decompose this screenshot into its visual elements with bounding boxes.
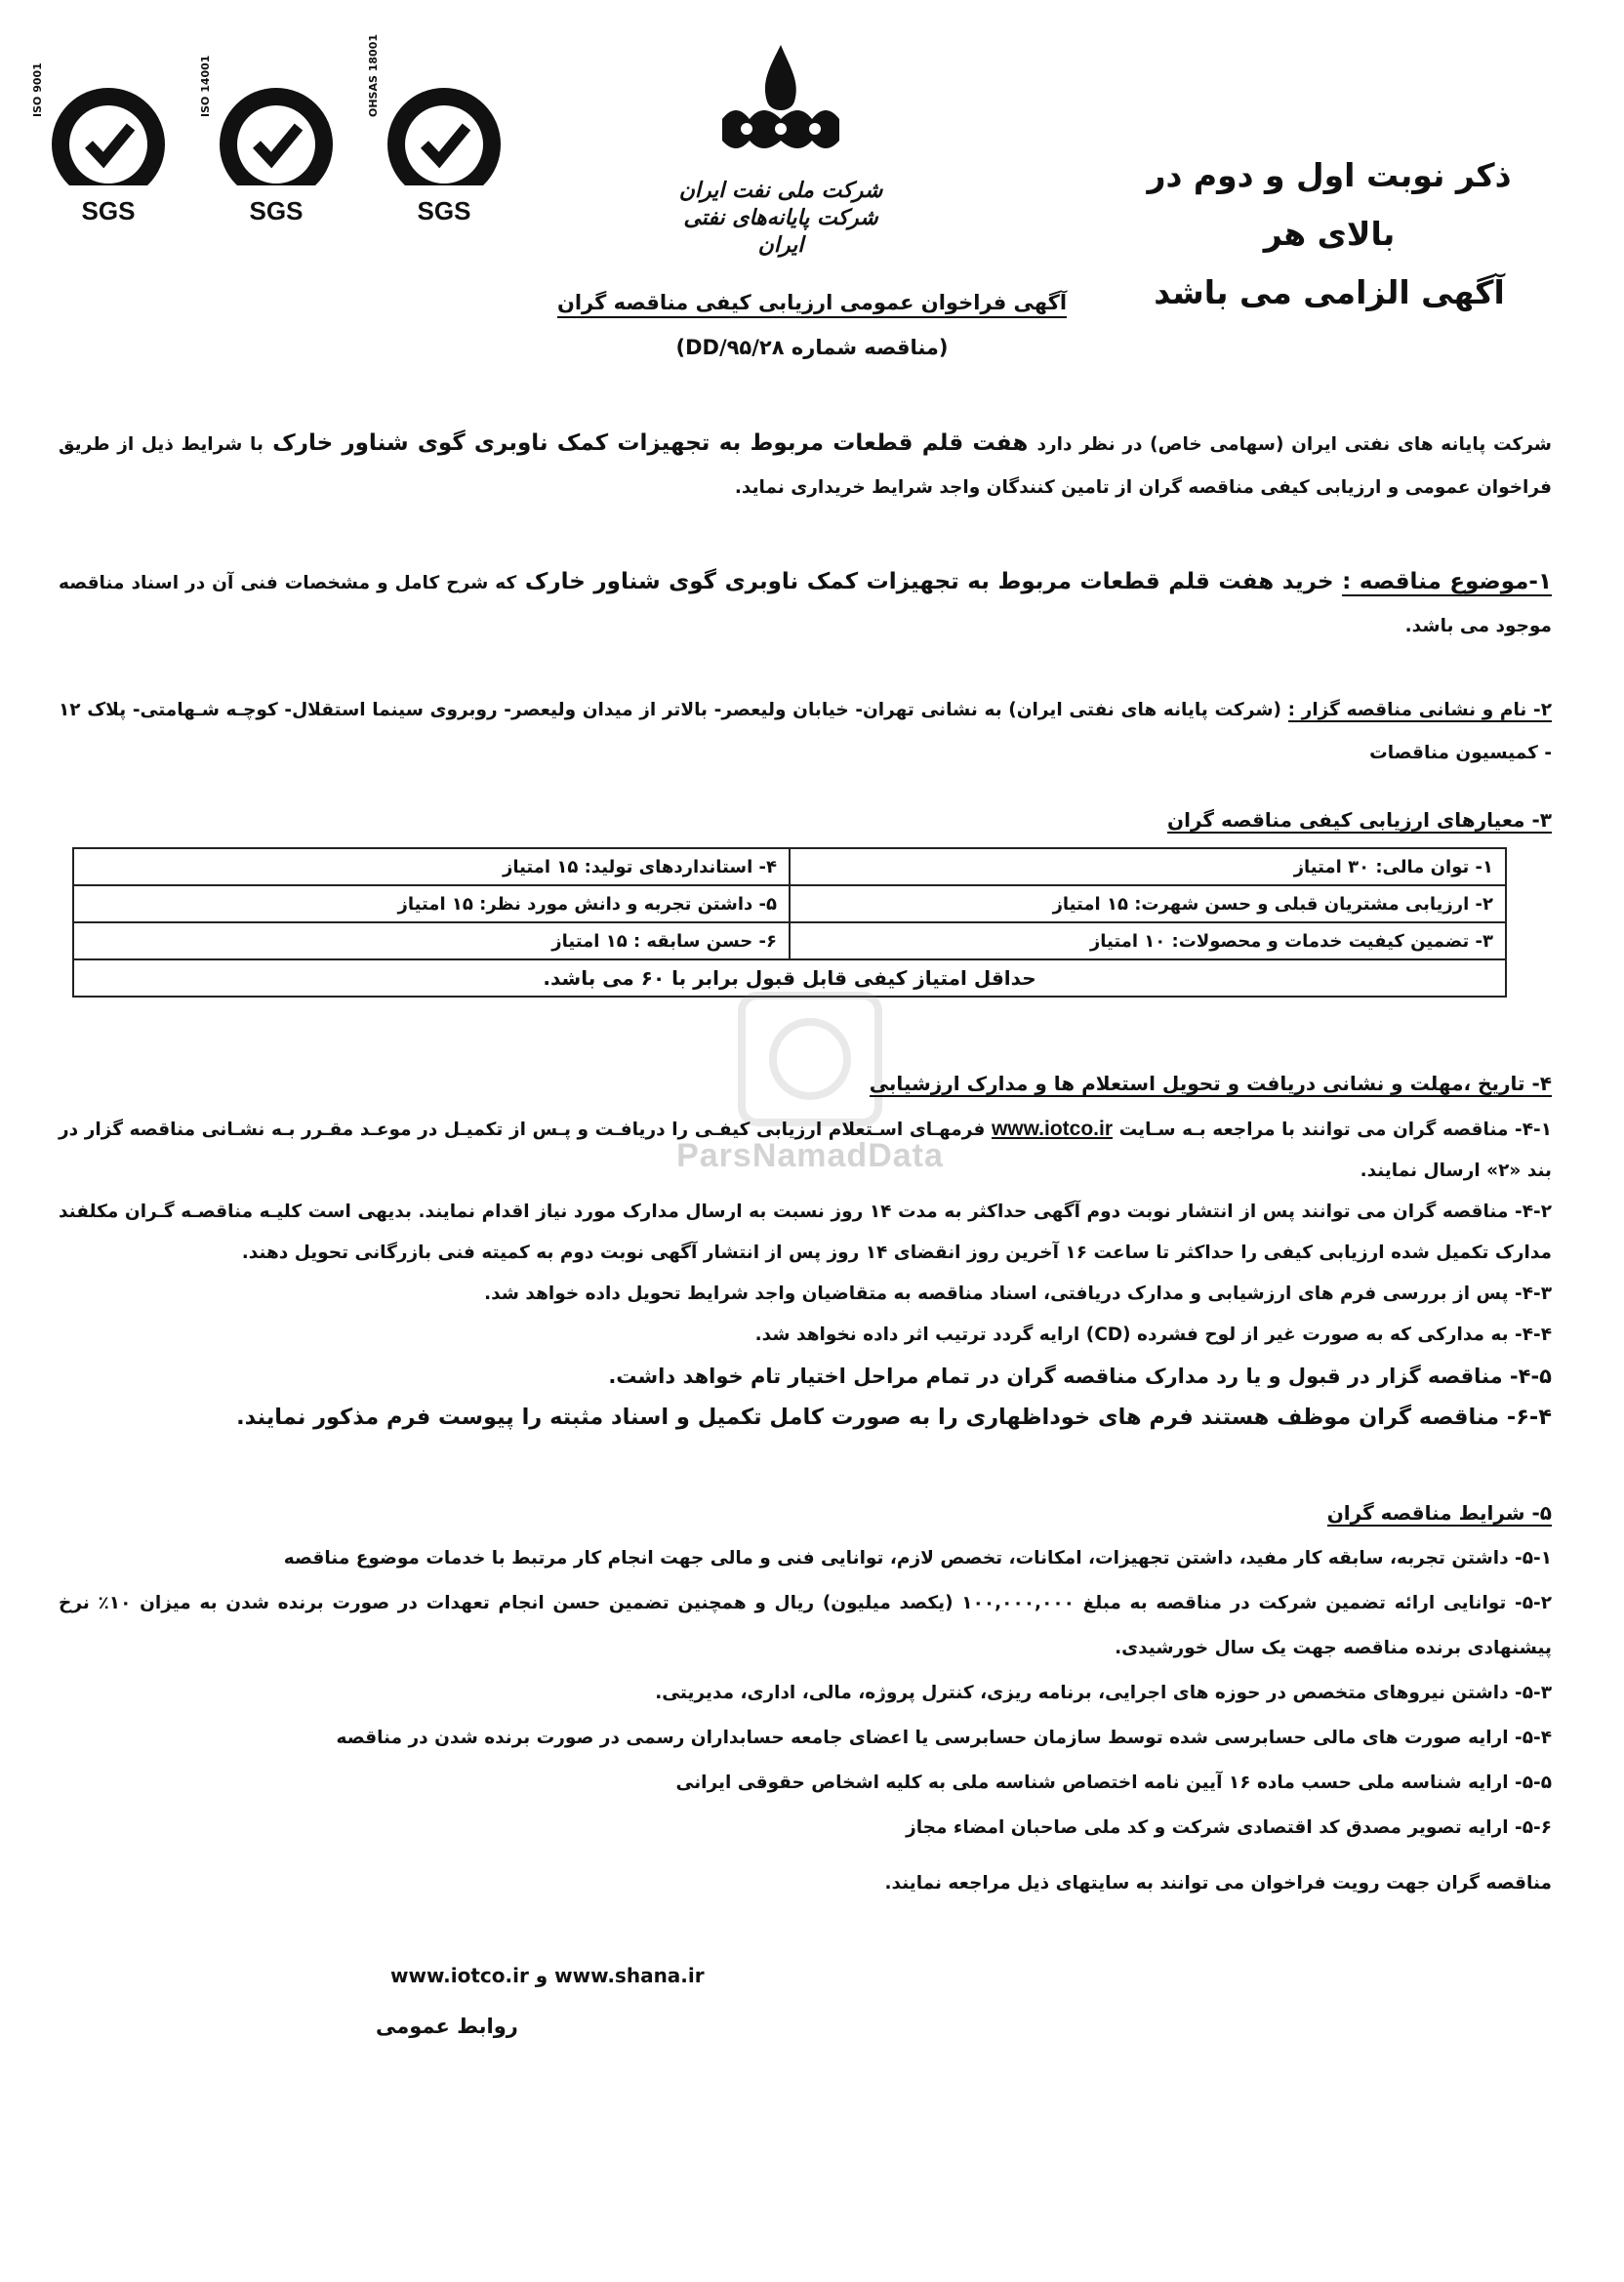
- cert-caption: SGS: [249, 196, 304, 225]
- cert-standard: OHSAS 18001: [367, 33, 380, 117]
- certification-badges: [31, 33, 517, 225]
- notice-line-1: ذکر نوبت اول و دوم در بالای هر: [1147, 156, 1512, 253]
- section-2-label: ۲- نام و نشانی مناقصه گزار :: [1287, 700, 1552, 720]
- signature: روابط عمومی: [376, 2015, 518, 2038]
- document-title: آگهی فراخوان عمومی ارزیابی کیفی مناقصه گران: [0, 291, 1624, 314]
- cert-caption: SGS: [417, 196, 471, 225]
- logo-line-2: شرکت پایانه‌های نفتی ایران: [683, 205, 878, 258]
- watermark: ParsNamadData: [625, 986, 995, 1220]
- list-item: ۵-۶- ارایه تصویر مصدق کد اقتصادی شرکت و کد ملی صاحبان امضاء مجاز: [906, 1817, 1552, 1838]
- cert-standard: ISO 9001: [31, 62, 44, 117]
- intro-subject: هفت قلم قطعات مربوط به تجهیزات کمک ناوبری گوی شناور خارک: [263, 430, 1037, 456]
- cert-standard: ISO 14001: [199, 55, 212, 117]
- cert-caption: SGS: [81, 196, 136, 225]
- list-item: ۵-۴- ارایه صورت های مالی حسابرسی شده توسط سازمان حسابرسی یا اعضای جامعه حسابداران رسمی در صورت برنده شدن در مناقصه: [336, 1728, 1552, 1748]
- section-5-heading: ۵- شرایط مناقصه گران: [1326, 1501, 1552, 1525]
- table-row: [73, 922, 1506, 959]
- section-4-item-1: ۴-۱- مناقصه گران می توانند با مراجعه بـه سـایت www.iotco.ir فرمهـای اسـتعلام ارزیابی کیفـی را دریافـت و پـس از تکمیـل در موعـد مقـرر بـه نشـانی مناقصه گزار در بند «۲» ارسال نمایند.: [59, 1118, 1552, 1181]
- section-4-body: [59, 1109, 1552, 1438]
- section-4-item-2: ۴-۲- مناقصه گران می توانند پس از انتشار نوبت دوم آگهی حداکثر به مدت ۱۴ روز نسبت به ارسال مدارک مورد نیاز اقدام نمایند. بدیهی است کلیـه مناقصـه گـران مکلفند مدارک تکمیل شده ارزیابی کیفی را حداکثر تا ساعت ۱۶ آخرین روز انقضای ۱۴ روز پس از انتشار آگهی نوبت دوم به کمیته فنی بازرگانی تحویل دهند.: [59, 1202, 1552, 1263]
- section-1-subject: ۱-موضوع مناقصه : خرید هفت قلم قطعات مربوط به تجهیزات کمک ناوبری گوی شناور خارک که شرح کامل و مشخصات فنی آن در اسناد مناقصه موجود می باشد.: [59, 569, 1553, 636]
- table-row: [73, 885, 1506, 922]
- section-4-item-6: ۶-۴- مناقصه گران موظف هستند فرم های خوداظهاری را به صورت کامل تکمیل و اسناد مثبته را پیوست فرم مذکور نمایند.: [236, 1405, 1552, 1430]
- evaluation-criteria-table: [72, 847, 1507, 998]
- list-item: ۵-۵- ارایه شناسه ملی حسب ماده ۱۶ آیین نامه اختصاص شناسه ملی به کلیه اشخاص حقوقی ایرانی: [675, 1773, 1552, 1793]
- list-item: ۵-۲- توانایی ارائه تضمین شرکت در مناقصه به مبلغ ۱۰۰,۰۰۰,۰۰۰ (یکصد میلیون) ریال و همچنین تضمین حسن انجام تعهدات در صورت برنده شدن به میزان ۱۰٪ نرخ پیشنهادی برنده مناقصه جهت یک سال خورشیدی.: [59, 1593, 1552, 1658]
- table-cell: ۲- ارزیابی مشتریان قبلی و حسن شهرت: ۱۵ امتیاز: [790, 885, 1506, 922]
- section-4-item-5: ۴-۵- مناقصه گزار در قبول و یا رد مدارک مناقصه گران در تمام مراحل اختیار تام خواهد داشت.: [608, 1365, 1552, 1388]
- table-cell: ۴- استانداردهای تولید: ۱۵ امتیاز: [73, 848, 790, 885]
- list-item: ۵-۳- داشتن نیروهای متخصص در حوزه های اجرایی، برنامه ریزی، کنترل پروژه، مالی، اداری، مدیریتی.: [655, 1683, 1552, 1703]
- company-logo: [673, 41, 888, 259]
- website-links[interactable]: www.iotco.ir و www.shana.ir: [390, 1964, 705, 1987]
- table-cell: ۶- حسن سابقه : ۱۵ امتیاز: [73, 922, 790, 959]
- table-cell: ۵- داشتن تجربه و دانش مورد نظر: ۱۵ امتیاز: [73, 885, 790, 922]
- flame-logo-icon: [712, 41, 849, 173]
- table-cell: ۳- تضمین کیفیت خدمات و محصولات: ۱۰ امتیاز: [790, 922, 1506, 959]
- section-4-item-4: ۴-۴- به مدارکی که به صورت غیر از لوح فشرده (CD) ارایه گردد ترتیب اثر داده نخواهد شد.: [754, 1324, 1552, 1345]
- notice-line-2: آگهی الزامی می باشد: [1154, 273, 1505, 311]
- list-item: ۵-۱- داشتن تجربه، سابقه کار مفید، داشتن تجهیزات، امکانات، تخصص لازم، توانایی فنی و مالی جهت انجام کار مرتبط با خدمات موضوع مناقصه: [283, 1548, 1552, 1569]
- section-5-body: [59, 1536, 1552, 1851]
- logo-line-1: شرکت ملی نفت ایران: [678, 178, 883, 203]
- table-row: [73, 848, 1506, 885]
- sgs-cert-badge: [367, 33, 517, 225]
- closing-text: مناقصه گران جهت رویت فراخوان می توانند به سایتهای ذیل مراجعه نمایند.: [884, 1873, 1552, 1894]
- sgs-cert-badge: [199, 55, 349, 225]
- intro-paragraph: شرکت پایانه های نفتی ایران (سهامی خاص) در نظر دارد هفت قلم قطعات مربوط به تجهیزات کمک ناوبری گوی شناور خارک با شرایط ذیل از طریق فراخوان عمومی و ارزیابی کیفی مناقصه گران از تامین کنندگان واجد شرایط خریداری نماید.: [59, 430, 1552, 498]
- minimum-score-note: حداقل امتیاز کیفی قابل قبول برابر با ۶۰ می باشد.: [73, 959, 1506, 997]
- section-4-heading: ۴- تاریخ ،مهلت و نشانی دریافت و تحویل استعلام ها و مدارک ارزشیابی: [869, 1072, 1552, 1095]
- sgs-cert-badge: [31, 62, 182, 225]
- section-2-address: ۲- نام و نشانی مناقصه گزار : (شرکت پایانه های نفتی ایران) به نشانی تهران- خیابان ولیعصر- بالاتر از میدان ولیعصر- روبروی سینما استقلال- کوچـه شـهامتی- پلاک ۱۲ - کمیسیون مناقصات: [59, 700, 1552, 763]
- section-4-item-3: ۴-۳- پس از بررسی فرم های ارزشیابی و مدارک دریافتی، اسناد مناقصه به متقاضیان واجد شرایط تحویل داده خواهد شد.: [484, 1284, 1552, 1304]
- tender-number: (مناقصه شماره ۹۵/۲۸/DD): [675, 336, 949, 359]
- section-1-label: ۱-موضوع مناقصه :: [1342, 569, 1553, 594]
- section-3-heading: ۳- معیارهای ارزیابی کیفی مناقصه گران: [1167, 808, 1552, 832]
- table-cell: ۱- توان مالی: ۳۰ امتیاز: [790, 848, 1506, 885]
- iotco-link[interactable]: www.iotco.ir: [991, 1118, 1113, 1140]
